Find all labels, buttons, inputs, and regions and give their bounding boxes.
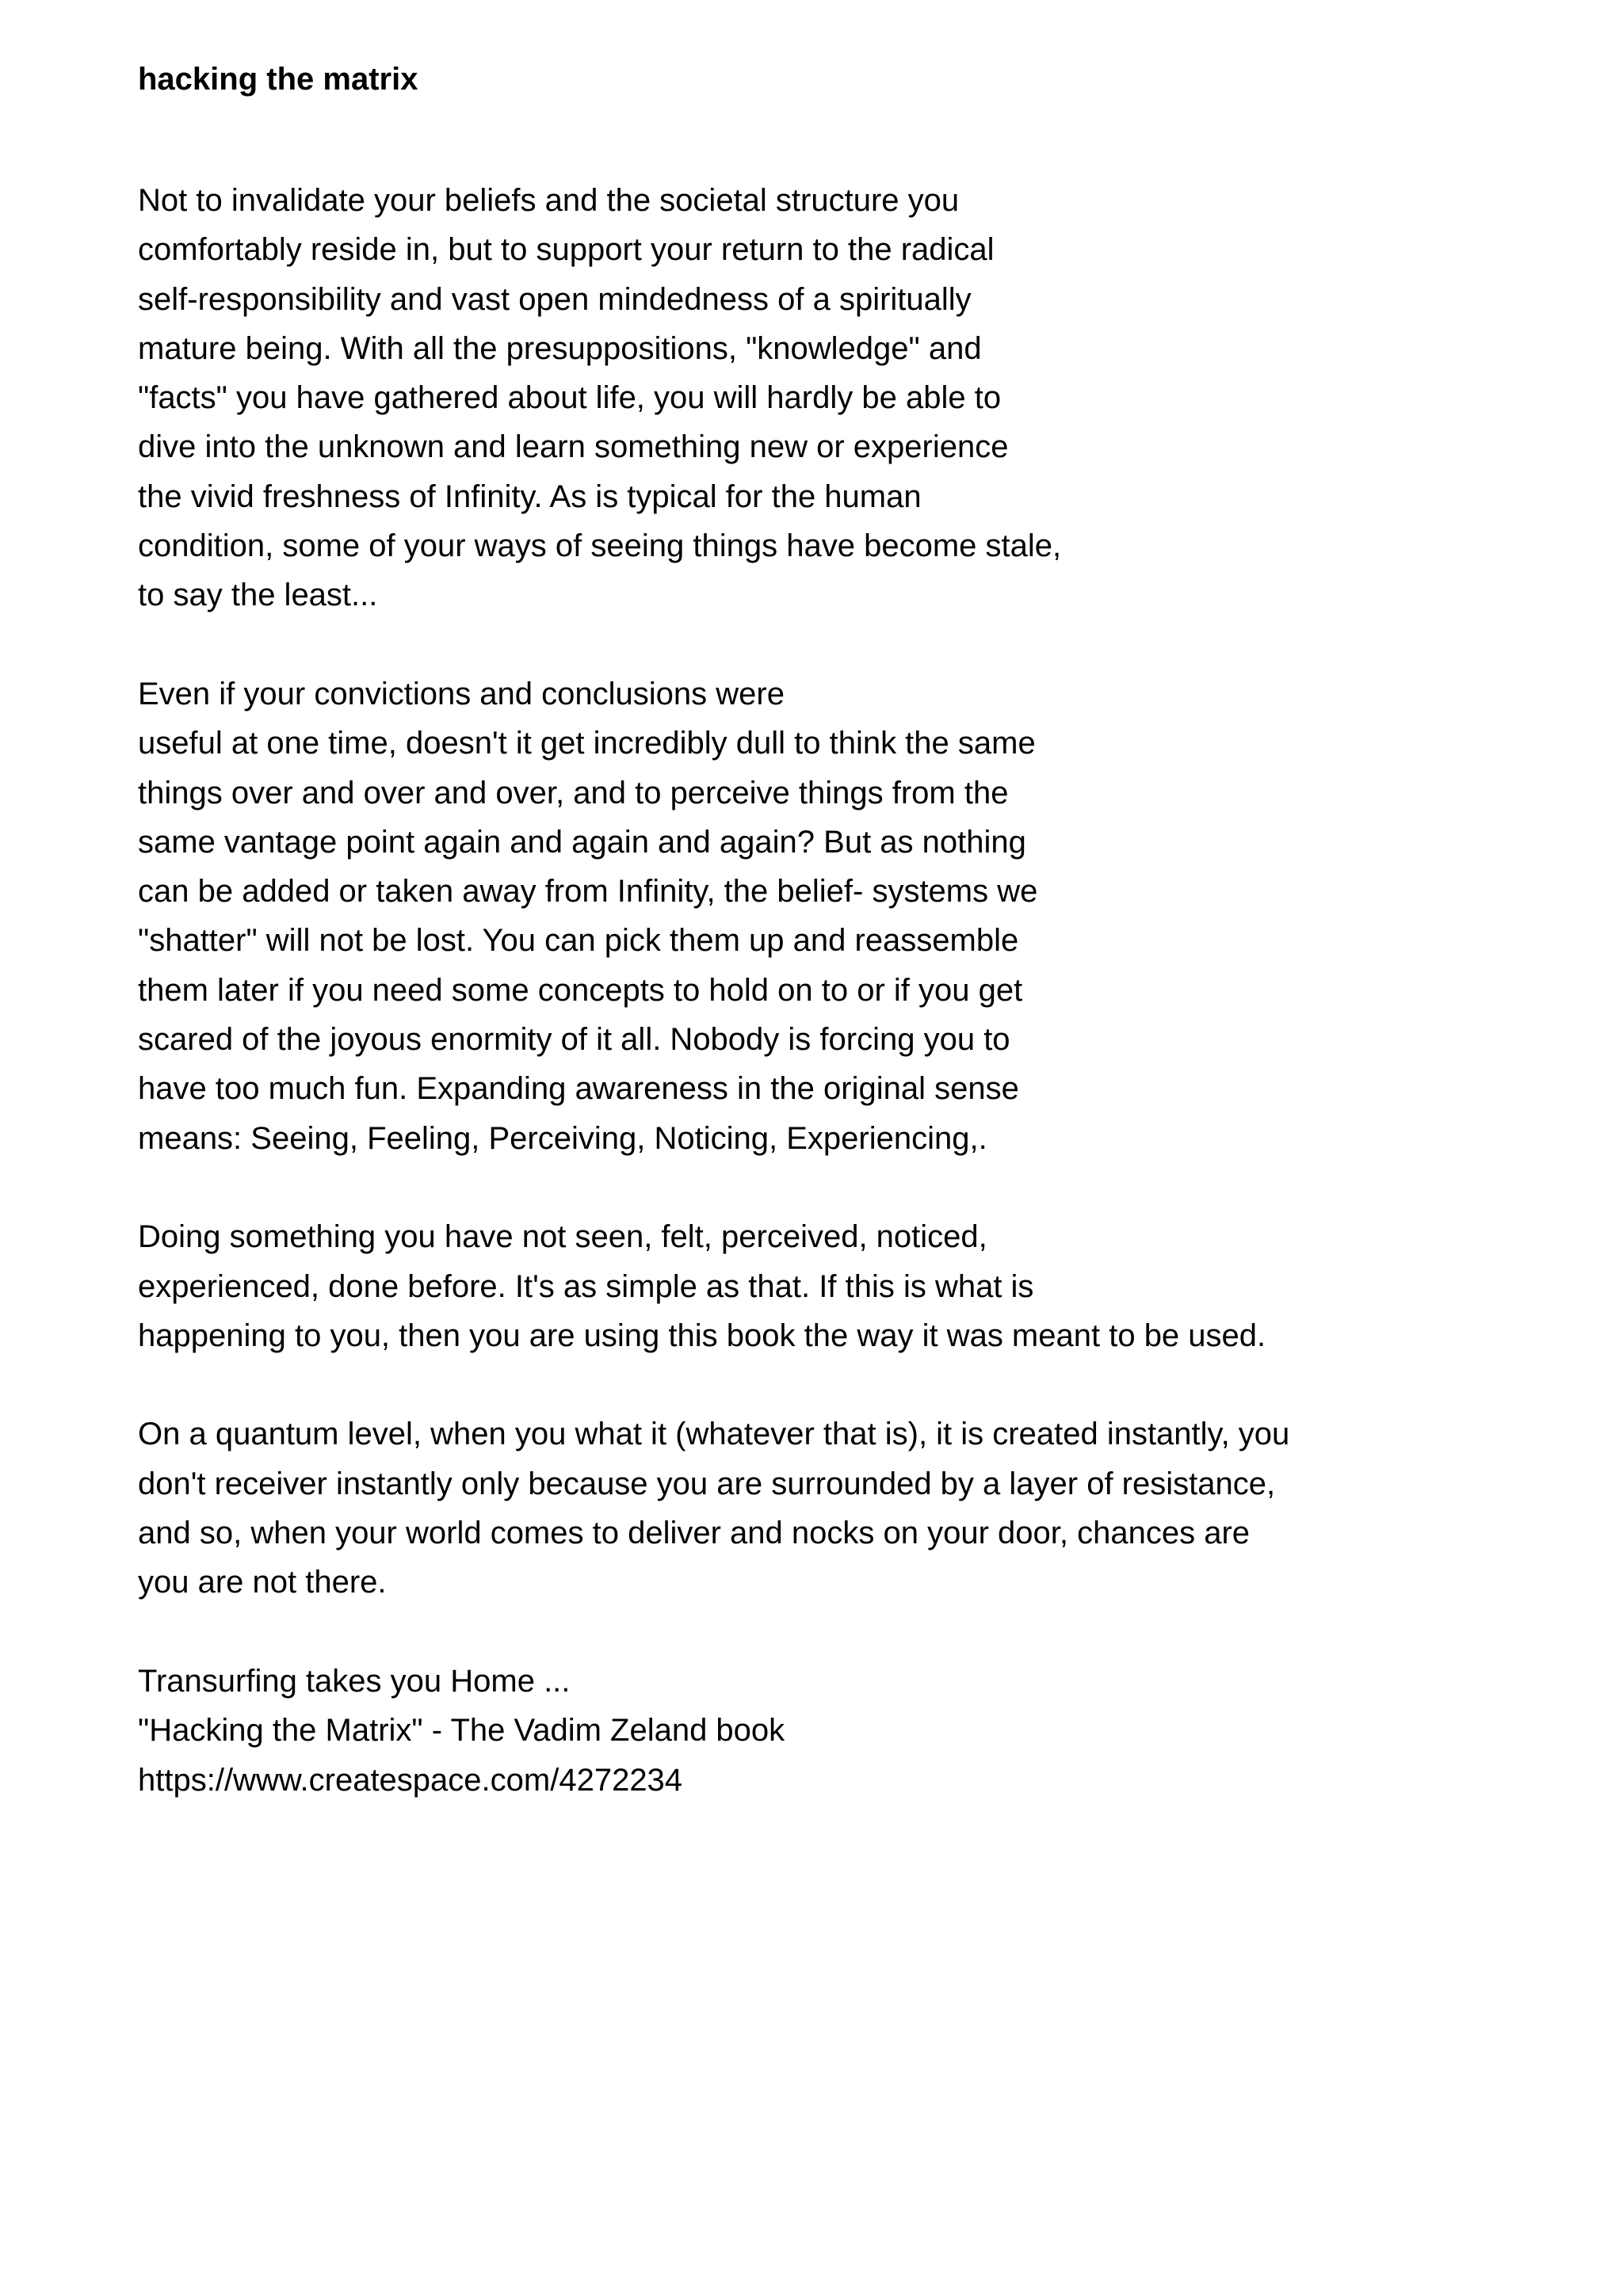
text-line: scared of the joyous enormity of it all. Nobody is forcing you to xyxy=(138,1022,1010,1058)
text-line: Transurfing takes you Home ... xyxy=(138,1663,571,1699)
text-line: "facts" you have gathered about life, you will hardly be able to xyxy=(138,380,1002,416)
text-line: have too much fun. Expanding awareness in the original sense xyxy=(138,1071,1019,1107)
text-line: don't receiver instantly only because you are surrounded by a layer of resistance, xyxy=(138,1466,1276,1501)
text-line: same vantage point again and again and again? But as nothing xyxy=(138,824,1026,860)
text-line: means: Seeing, Feeling, Perceiving, Noticing, Experiencing,. xyxy=(138,1120,987,1156)
text-line: experienced, done before. It's as simple as that. If this is what is xyxy=(138,1268,1034,1304)
text-line: Doing something you have not seen, felt, perceived, noticed, xyxy=(138,1219,987,1255)
text-line: condition, some of your ways of seeing things have become stale, xyxy=(138,528,1062,564)
text-line: On a quantum level, when you what it (whatever that is), it is created instantly, you xyxy=(138,1417,1290,1452)
text-line: happening to you, then you are using this book the way it was meant to be used. xyxy=(138,1318,1266,1353)
paragraph-5 xyxy=(138,1657,1485,1805)
paragraph-4 xyxy=(138,1409,1485,1607)
text-line: "shatter" will not be lost. You can pick them up and reassemble xyxy=(138,923,1019,959)
paragraph-3 xyxy=(138,1212,1485,1360)
text-line: you are not there. xyxy=(138,1565,387,1600)
document-title: hacking the matrix xyxy=(138,62,418,97)
text-line: mature being. With all the presuppositions, "knowledge" and xyxy=(138,330,982,366)
text-line: "Hacking the Matrix" - The Vadim Zeland book xyxy=(138,1713,785,1749)
text-line: Even if your convictions and conclusions were xyxy=(138,676,785,711)
text-line: things over and over and over, and to perceive things from the xyxy=(138,775,1009,810)
text-line: self-responsibility and vast open mindedness of a spiritually xyxy=(138,281,972,317)
text-line: can be added or taken away from Infinity, the belief- systems we xyxy=(138,874,1038,910)
text-line: the vivid freshness of Infinity. As is typical for the human xyxy=(138,479,922,514)
text-line: dive into the unknown and learn something new or experience xyxy=(138,429,1009,465)
text-line: and so, when your world comes to deliver and nocks on your door, chances are xyxy=(138,1516,1251,1551)
document-body xyxy=(138,57,1485,1805)
source-link: https://www.createspace.com/4272234 xyxy=(138,1762,683,1798)
text-line: to say the least... xyxy=(138,578,378,613)
text-line: useful at one time, doesn't it get incredibly dull to think the same xyxy=(138,726,1036,761)
paragraph-2 xyxy=(138,669,1485,1163)
paragraph-1 xyxy=(138,176,1485,620)
text-line: comfortably reside in, but to support your return to the radical xyxy=(138,232,995,268)
text-line: them later if you need some concepts to hold on to or if you get xyxy=(138,972,1023,1008)
text-line: Not to invalidate your beliefs and the societal structure you xyxy=(138,183,960,218)
